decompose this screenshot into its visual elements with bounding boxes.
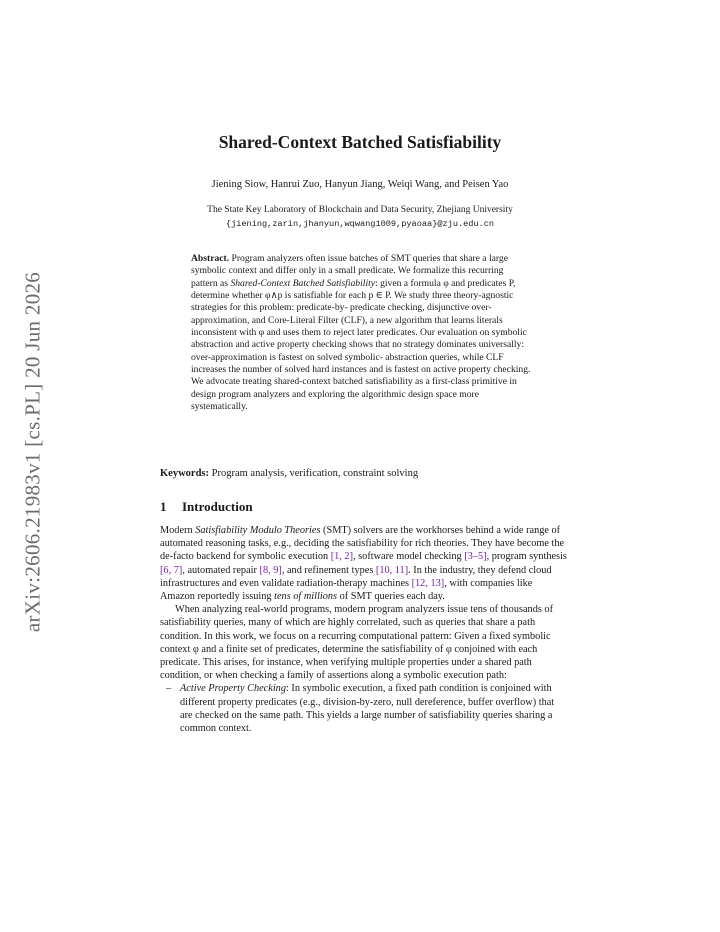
paragraph-1 [160, 524, 567, 603]
text-run: (SMT) solvers are the workhorses behind a wide range of automated reasoning tasks, e.g., deciding the satisfiability for rich theories. They have become the de-facto backend for symbolic execution [160, 525, 565, 563]
author-emails: {jiening,zarin,jhanyun,wqwang1009,pyaoaa}@zju.edu.cn [225, 219, 495, 229]
keywords-text: Program analysis, verification, constraint solving [211, 468, 419, 479]
arxiv-identifier-text: arXiv:2606.21983v1 [cs.PL] 20 Jun 2026 [20, 271, 45, 633]
list-item [160, 682, 567, 735]
affiliation: The State Key Laboratory of Blockchain and Data Security, Zhejiang University [207, 205, 513, 215]
text-run: of SMT queries each day. [339, 591, 445, 603]
text-run: , with companies like Amazon reportedly issuing [160, 577, 533, 603]
abstract-text-2: : given a formula φ and predicates P, determine whether φ∧p is satisfiable for each p ∈ P. We study three theory-agnostic strategies for this problem: predicate-by- predicate checking, disjunctive over-approximation, and Core-Literal Filter (CLF), a new algorithm that learns literals inconsistent with φ and uses them to reject later predicates. Our evaluation on symbolic abstraction and active property checking shows that no strategy dominates universally: over-approximation is fastest on solved symbolic- abstraction queries, while CLF increases the number of solved hard instances and is fastest on active property checking. We advocate treating shared-context batched satisfiability as a first-class primitive in design program analyzers and exploring the algorithmic design space more systematically. [191, 277, 531, 413]
bullet-term: Active Property Checking [180, 683, 286, 695]
bullet-dash: – [166, 683, 172, 695]
citation-link[interactable]: [6, 7] [160, 564, 183, 576]
abstract-label: Abstract. [191, 253, 230, 264]
keywords-label: Keywords: [160, 468, 209, 479]
citation-link[interactable]: [1, 2] [330, 551, 354, 563]
section-title: Introduction [182, 499, 253, 514]
paragraph-2: When analyzing real-world programs, modern program analyzers issue tens of thousands of satisfiability queries, many of which are highly correlated, such as queries that share a path condition. In this work, we focus on a recurring computational pattern: Given a fixed symbolic context φ and a finite set of predicates, determine the satisfiability of φ conjoined with each predicate. This arises, for instance, when verifying multiple properties under a shared path condition, or when checking a family of assertions along a symbolic execution path: [160, 604, 554, 682]
text-run: , and refinement types [281, 564, 374, 576]
text-run: . In the industry, they defend cloud infrastructures and even validate radiation-therapy machines [160, 564, 552, 589]
section-heading [160, 499, 253, 515]
citation-link[interactable]: [10, 11] [375, 564, 409, 576]
emphasis: Satisfiability Modulo Theories [195, 525, 321, 536]
section-number: 1 [160, 499, 167, 514]
text-run: , software model checking [353, 551, 462, 563]
abstract-text-1: Program analyzers often issue batches of SMT queries that share a large symbolic context and differ only in a small predicate. We formalize this recurring pattern as [191, 253, 508, 289]
bullet-list [160, 682, 567, 735]
text-run: , automated repair [182, 564, 257, 576]
bullet-text: : In symbolic execution, a fixed path condition is conjoined with different property predicates (e.g., division-by-zero, null dereference, buffer overflow) that are checked on the same path. This yields a large number of satisfiability queries sharing a common context. [180, 683, 555, 735]
text-run: Modern [160, 525, 193, 536]
abstract-term: Shared-Context Batched Satisfiability [230, 277, 376, 289]
citation-link[interactable]: [8, 9] [259, 564, 282, 576]
arxiv-identifier [8, 262, 58, 642]
text-run: , program synthesis [486, 551, 567, 563]
abstract [191, 253, 531, 413]
paper-title: Shared-Context Batched Satisfiability [218, 132, 502, 152]
section-body [160, 524, 567, 735]
keywords [160, 468, 566, 479]
author-list: Jiening Siow, Hanrui Zuo, Hanyun Jiang, Weiqi Wang, and Peisen Yao [211, 179, 509, 190]
citation-link[interactable]: [3–5] [464, 551, 487, 563]
emphasis: tens of millions [274, 591, 338, 603]
citation-link[interactable]: [12, 13] [411, 577, 445, 589]
